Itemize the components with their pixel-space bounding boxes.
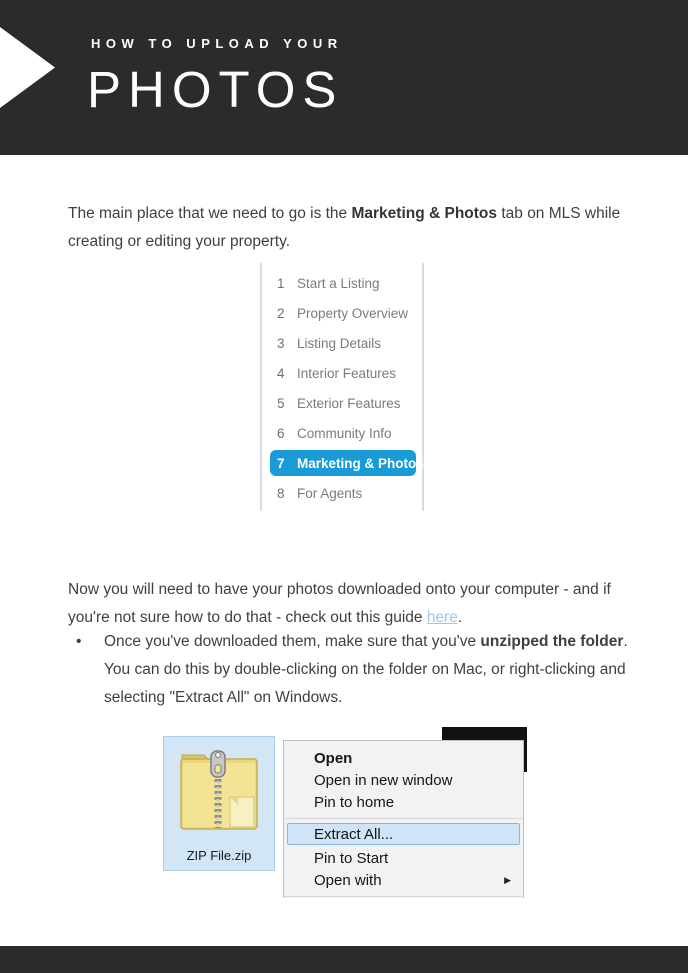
mls-step-item[interactable] [262, 358, 422, 388]
download-text-post: . [457, 608, 463, 626]
zip-file-tile[interactable] [163, 736, 275, 871]
context-menu-item[interactable] [287, 823, 520, 845]
guide-here-link[interactable]: here [426, 608, 458, 626]
bullet-text-post: . You can do this by double-clicking on the folder on Mac, or right-clicking and selecting "Extract All" on Windows. [104, 633, 628, 706]
step-number: 6 [277, 425, 285, 441]
bullet-marker: • [76, 633, 82, 650]
step-number: 1 [277, 275, 285, 291]
step-label: Property Overview [297, 305, 409, 321]
bullet-text-bold: unzipped the folder [480, 633, 624, 650]
step-number: 3 [277, 335, 285, 351]
context-menu-item[interactable] [284, 847, 523, 869]
download-text-pre: Now you will need to have your photos downloaded onto your computer - and if you're not sure how to do that - check out this guide [68, 580, 611, 626]
mls-step-item[interactable] [262, 298, 422, 328]
bullet-text [104, 628, 628, 712]
step-label: Exterior Features [297, 395, 401, 411]
context-menu-item[interactable] [284, 769, 523, 791]
step-number: 2 [277, 305, 285, 321]
step-label: Interior Features [297, 365, 397, 381]
mls-step-item[interactable] [262, 268, 422, 298]
context-menu-item[interactable] [284, 791, 523, 813]
next-page-header-edge [0, 946, 688, 973]
menu-item-label: Open in new window [314, 771, 453, 789]
bullet-text-pre: Once you've downloaded them, make sure that you've [104, 633, 481, 650]
menu-item-label: Pin to home [314, 793, 395, 811]
context-menu-item[interactable] [284, 869, 523, 891]
zip-folder-icon [176, 741, 264, 841]
intro-text-bold: Marketing & Photos [351, 204, 498, 222]
background-window-edge [442, 727, 527, 741]
unzip-bullet [68, 628, 628, 712]
step-number: 8 [277, 485, 285, 501]
page-title: PHOTOS [87, 61, 344, 118]
step-label: For Agents [297, 485, 363, 501]
step-label: Start a Listing [297, 275, 380, 291]
arrow-right-icon [0, 27, 55, 108]
mls-step-item[interactable] [262, 418, 422, 448]
zip-file-name: ZIP File.zip [186, 848, 252, 863]
header-eyebrow: HOW TO UPLOAD YOUR [91, 36, 343, 51]
menu-item-label: Pin to Start [314, 849, 389, 867]
step-number: 5 [277, 395, 285, 411]
zip-screenshot [160, 727, 527, 898]
intro-paragraph [68, 200, 628, 256]
intro-text-post: tab on MLS while creating or editing your property. [68, 204, 621, 250]
intro-text-pre: The main place that we need to go is the [68, 204, 352, 222]
mls-step-item[interactable] [270, 450, 424, 476]
step-label: Marketing & Photos [297, 455, 424, 471]
submenu-arrow-icon: ▶ [504, 874, 511, 885]
menu-item-label: Extract All... [314, 825, 394, 843]
step-label: Community Info [297, 425, 392, 441]
menu-item-label: Open with [314, 871, 382, 889]
step-number: 4 [277, 365, 285, 381]
context-menu [283, 740, 524, 898]
mls-step-item[interactable] [262, 388, 422, 418]
mls-steps-panel [260, 263, 424, 511]
step-number: 7 [277, 455, 285, 471]
download-paragraph [68, 576, 628, 632]
context-menu-item[interactable] [284, 747, 523, 769]
menu-item-label: Open [314, 749, 353, 767]
header-banner [0, 0, 688, 155]
mls-step-item[interactable] [262, 478, 422, 508]
step-label: Listing Details [297, 335, 382, 351]
mls-step-item[interactable] [262, 328, 422, 358]
